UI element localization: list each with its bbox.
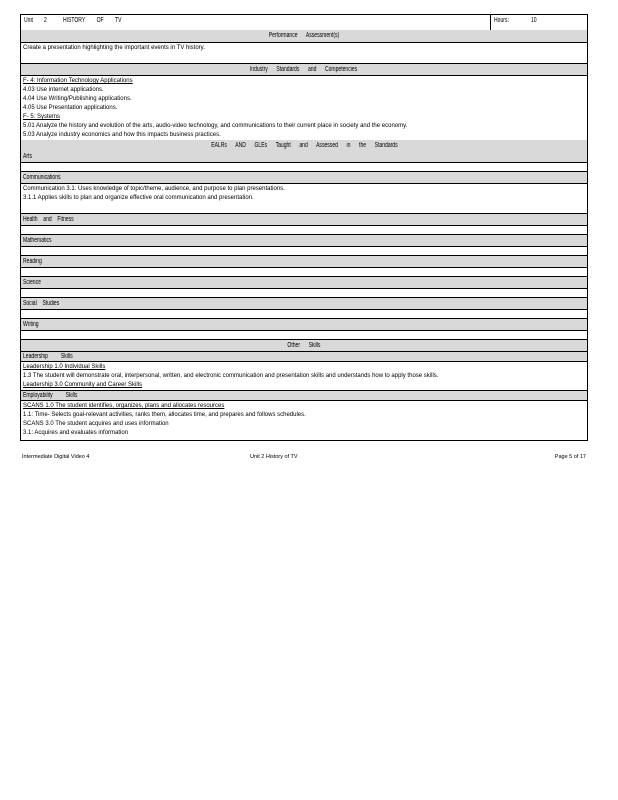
- industry-group-title: F- 5: Systems: [23, 114, 61, 120]
- communications-item: Communication 3.1: Uses knowledge of topic/theme, audience, and purpose to plan presentations.: [23, 186, 285, 192]
- unit-header: [21, 15, 587, 30]
- employability-items: [21, 400, 587, 440]
- unit-header-left: [21, 15, 491, 30]
- math-label: Mathematics: [23, 237, 52, 244]
- leadership-standard: Leadership 3.0 Community and Career Skills: [23, 382, 143, 388]
- scans-standard: SCANS 1.0 The student identifies, organizes, plans and allocates resources: [23, 403, 225, 409]
- communications-row: [21, 171, 587, 183]
- unit-label: Unit: [24, 17, 33, 24]
- performance-heading-row: [21, 30, 587, 42]
- ealrs-heading: EALRs AND GLEs Taught and Assessed in the Standards: [210, 142, 398, 149]
- performance-heading: Performance Assessment(s): [268, 32, 340, 39]
- footer-page: Page 5 of 17: [554, 454, 586, 460]
- unit-title: HISTORY OF TV: [63, 17, 122, 24]
- reading-row: [21, 255, 587, 267]
- leadership-text: 1.3 The student will demonstrate oral, interpersonal, written, and electronic communication and presentation skills and understands how to apply those skills.: [23, 373, 439, 379]
- spacer: [21, 246, 587, 255]
- leadership-label: Leadership Skills: [23, 353, 73, 360]
- hours-value: 10: [531, 17, 537, 24]
- writing-label: Writing: [23, 321, 39, 328]
- unit-number: 2: [44, 17, 47, 24]
- spacer: [21, 288, 587, 297]
- math-row: [21, 234, 587, 246]
- scans-standard: SCANS 3.0 The student acquires and uses information: [23, 421, 169, 427]
- document: [20, 14, 588, 441]
- industry-heading-row: [21, 63, 587, 75]
- other-heading: Other Skills: [287, 342, 321, 349]
- industry-item: 4.04 Use Writing/Publishing applications.: [23, 96, 132, 102]
- reading-label: Reading: [23, 258, 42, 265]
- performance-text-row: [21, 42, 587, 54]
- writing-row: [21, 318, 587, 330]
- social-label: Social Studies: [23, 300, 60, 307]
- industry-item: 5.03 Analyze industry economics and how this impacts business practices.: [23, 132, 221, 138]
- spacer: [21, 309, 587, 318]
- science-row: [21, 276, 587, 288]
- spacer: [21, 225, 587, 234]
- employability-row: [21, 390, 587, 400]
- industry-item: 4.05 Use Presentation applications.: [23, 105, 118, 111]
- spacer: [21, 54, 587, 63]
- communications-label: Communications: [23, 174, 61, 181]
- footer-course: Intermediate Digital Video 4: [22, 454, 90, 460]
- spacer: [21, 267, 587, 276]
- hours-cell: [491, 15, 587, 30]
- hours-label: Hours:: [494, 17, 509, 24]
- other-heading-row: [21, 339, 587, 351]
- scans-text: 3.1: Acquires and evaluates information: [23, 430, 129, 436]
- arts-label: Arts: [23, 153, 32, 160]
- performance-text: Create a presentation highlighting the important events in TV history.: [23, 45, 205, 51]
- footer-unit: Unit 2 History of TV: [250, 454, 298, 460]
- leadership-row: [21, 351, 587, 361]
- unit-table: [20, 14, 588, 441]
- science-label: Science: [23, 279, 41, 286]
- spacer: [21, 204, 587, 213]
- scans-text: 1.1: Time- Selects goal-relevant activities, ranks them, allocates time, and prepares and follows schedules.: [23, 412, 306, 418]
- industry-item: 5.01 Analyze the history and evolution of the arts, audio-video technology, and communications to their current place in society and the economy.: [23, 123, 408, 129]
- social-row: [21, 297, 587, 309]
- industry-heading: Industry Standards and Competencies: [250, 66, 358, 73]
- industry-group-1: [21, 75, 587, 140]
- spacer: [21, 162, 587, 171]
- page-footer: [20, 454, 588, 462]
- health-label: Health and Fitness: [23, 216, 74, 223]
- communications-item: 3.1.1 Applies skills to plan and organize effective oral communication and presentation.: [23, 195, 254, 201]
- industry-item: 4.03 Use internet applications.: [23, 87, 104, 93]
- spacer: [21, 330, 587, 339]
- ealrs-heading-row: [21, 140, 587, 162]
- leadership-items: [21, 361, 587, 390]
- leadership-standard: Leadership 1.0 Individual Skills: [23, 364, 106, 370]
- employability-label: Employability Skills: [23, 392, 78, 399]
- communications-items: [21, 183, 587, 204]
- industry-group-title: F- 4: Information Technology Applications: [23, 78, 133, 84]
- health-row: [21, 213, 587, 225]
